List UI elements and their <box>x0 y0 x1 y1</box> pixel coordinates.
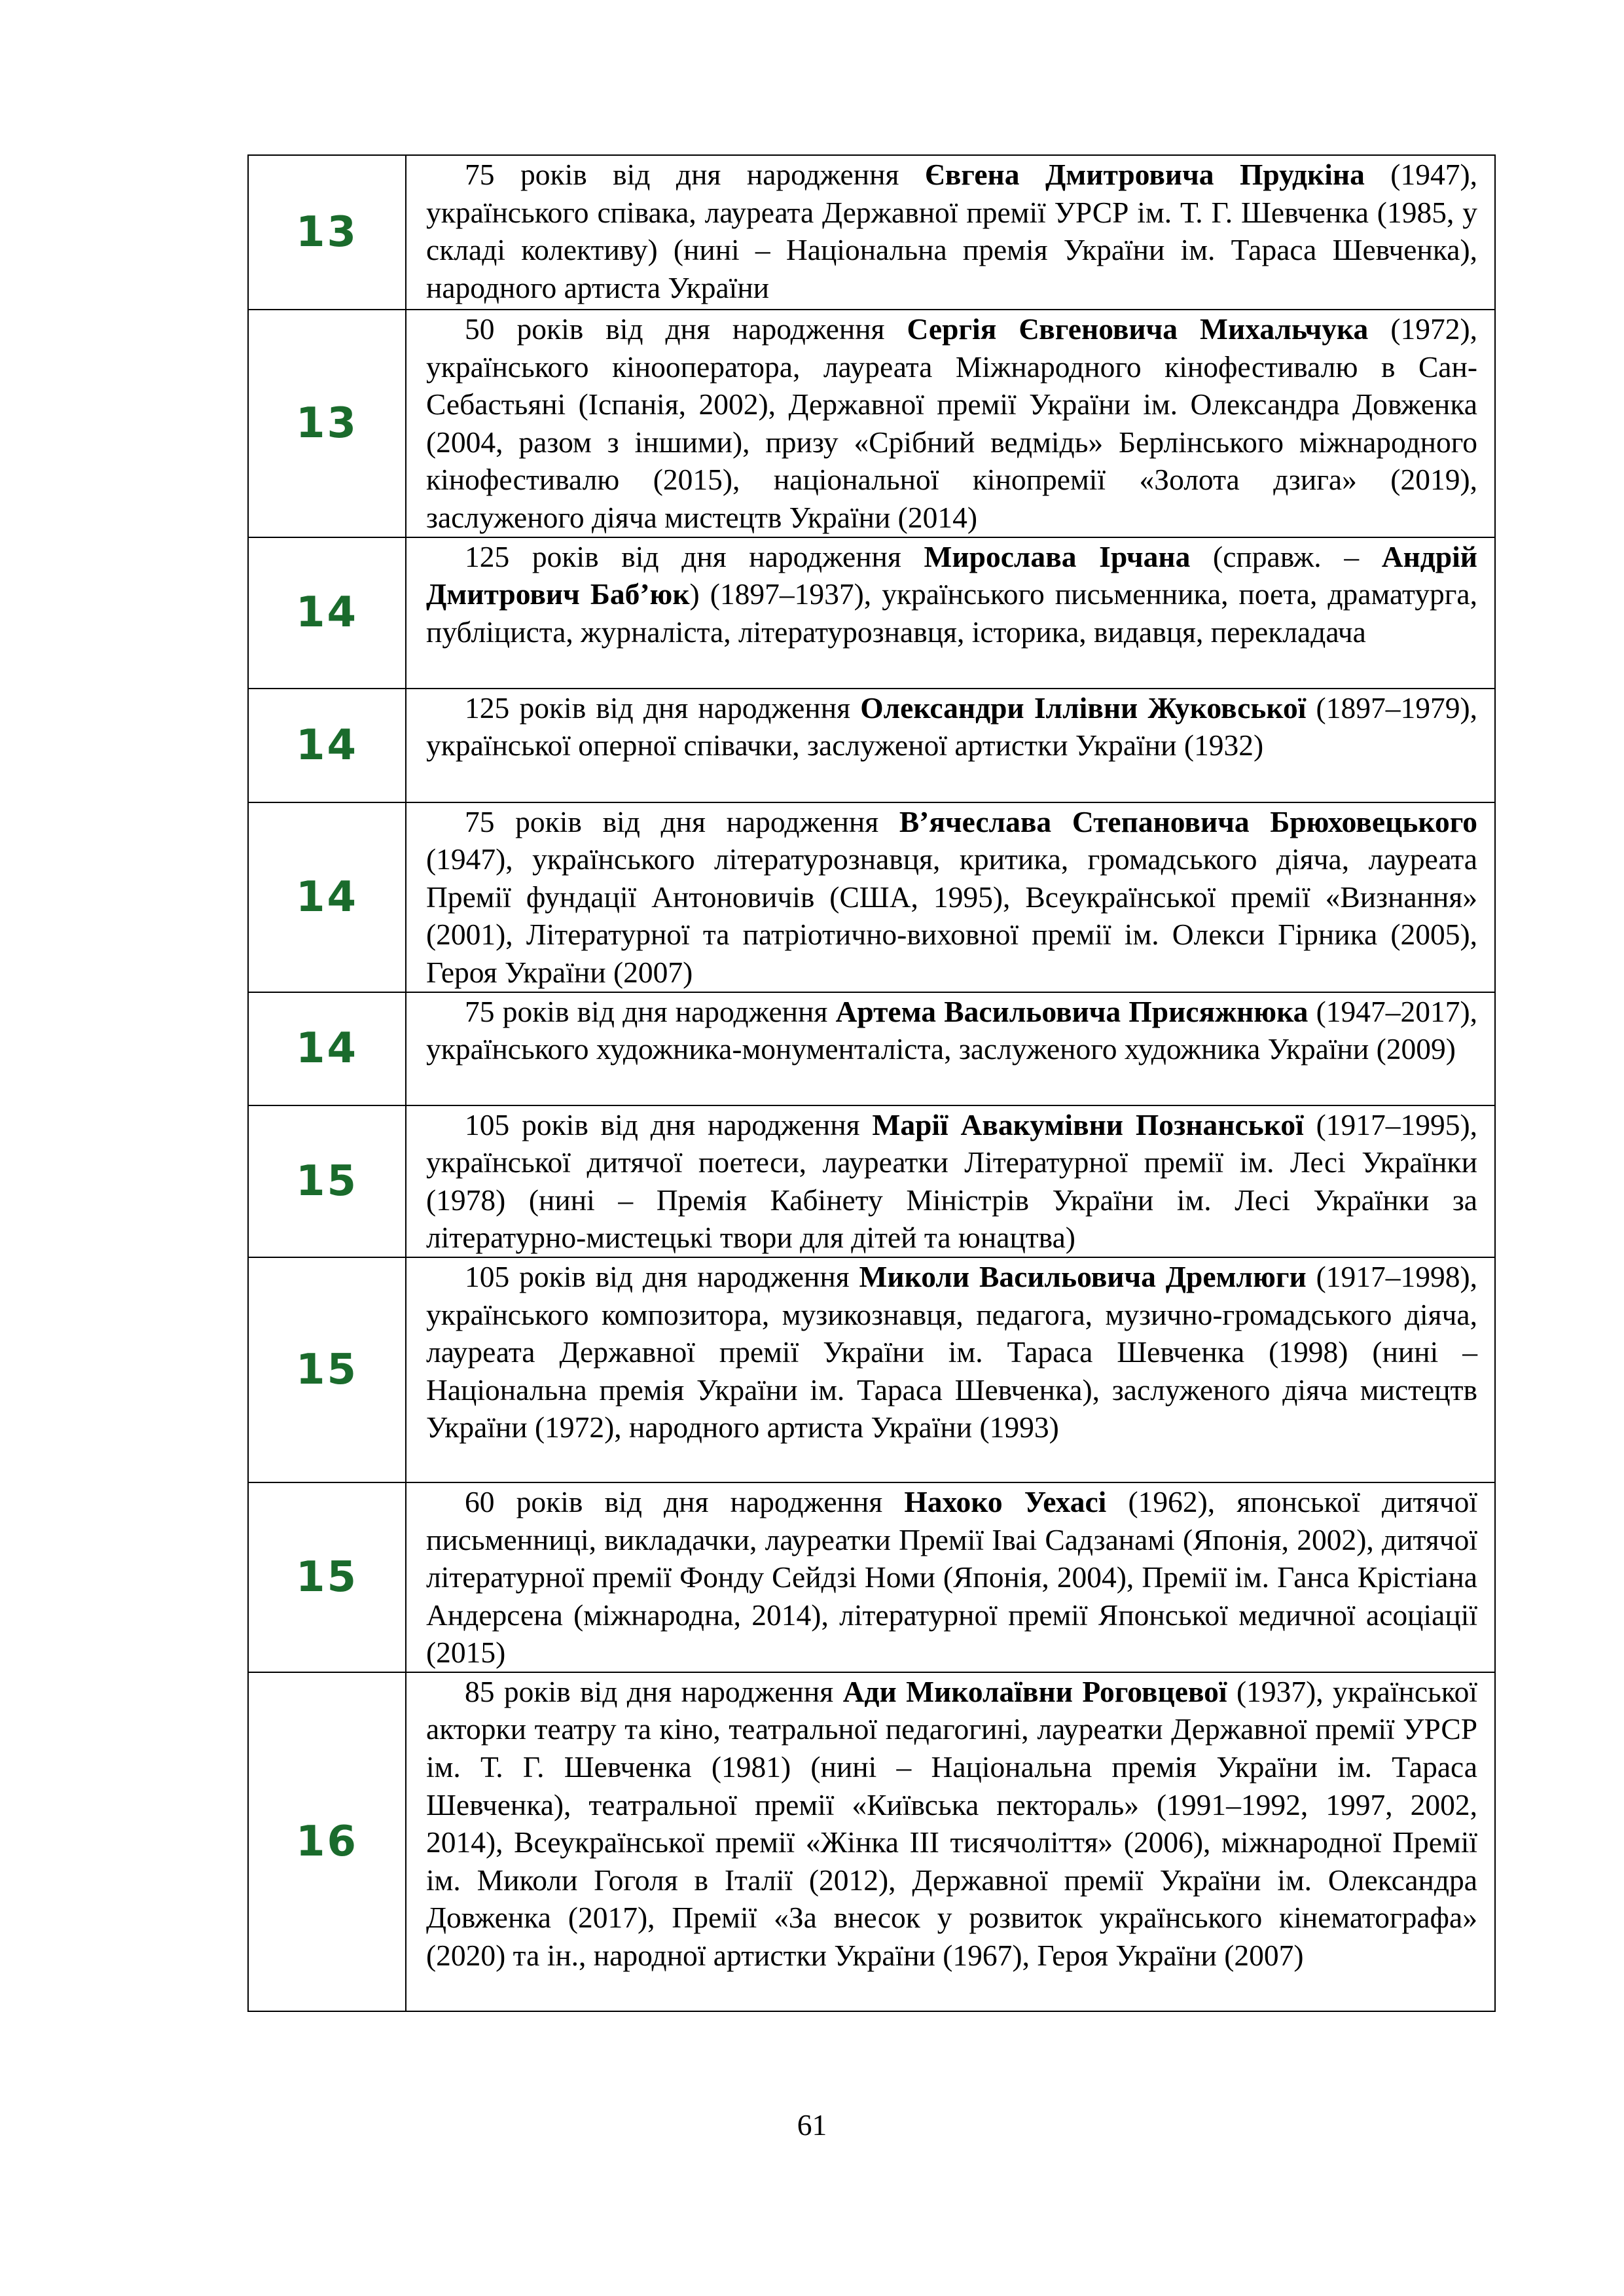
entry-text: 50 років від дня народження Сергія Євгеновича Михальчука (1972), українського кінооператора, лауреата Міжнародного кінофестивалю в Сан-Себастьяні (Іспанія, 2002), Державної премії України ім. Олександра Довженка (2004, разом з іншими), призу «Срібний ведмідь» Берлінського міжнародного кінофестивалю (2015), національної кінопремії «Золота дзига» (2019), заслуженого діяча мистецтв України (2014) <box>426 312 1477 534</box>
entry-cell <box>406 1482 1495 1672</box>
person-name: В’ячеслава Степановича Брюховецького <box>899 804 1477 838</box>
entry-cell <box>406 802 1495 992</box>
day-number: 13 <box>248 155 406 310</box>
entry-cell <box>406 310 1495 537</box>
entry-cell <box>406 689 1495 802</box>
table-row <box>248 992 1495 1105</box>
person-name: Олександри Іллівни Жуковської <box>860 691 1307 725</box>
table-row <box>248 1672 1495 2011</box>
table-row <box>248 537 1495 689</box>
entry-text: 75 років від дня народження Євгена Дмитровича Прудкіна (1947), українського співака, лауреата Державної премії УРСР ім. Т. Г. Шевченка (1985, у складі колективу) (нині – Національна премія України ім. Тараса Шевченка), народного артиста України <box>426 158 1477 304</box>
person-name: Миколи Васильовича Дремлюги <box>859 1259 1307 1293</box>
anniversary-table <box>247 154 1496 2012</box>
day-number: 13 <box>248 310 406 537</box>
day-number: 15 <box>248 1257 406 1482</box>
entry-text: 75 років від дня народження Артема Васильовича Присяжнюка (1947–2017), українського художника-монументаліста, заслуженого художника України (2009) <box>426 994 1477 1066</box>
day-number: 15 <box>248 1105 406 1257</box>
entry-text: 125 років від дня народження Олександри Іллівни Жуковської (1897–1979), української оперної співачки, заслуженої артистки України (1932) <box>426 691 1477 762</box>
person-name: Ади Миколаївни Роговцевої <box>842 1674 1227 1708</box>
day-number: 14 <box>248 537 406 689</box>
entry-cell <box>406 1257 1495 1482</box>
entry-text: 125 років від дня народження Мирослава Ірчана (справж. – Андрій Дмитрович Баб’юк) (1897–1937), українського письменника, поета, драматурга, публіциста, журналіста, літературознавця, історика, видавця, перекладача <box>426 539 1477 649</box>
person-name: Мирослава Ірчана <box>924 539 1191 573</box>
table-row <box>248 802 1495 992</box>
entry-cell <box>406 992 1495 1105</box>
person-name: Нахоко Уехасі <box>904 1484 1107 1518</box>
table-row <box>248 1482 1495 1672</box>
day-number: 14 <box>248 802 406 992</box>
entry-cell <box>406 155 1495 310</box>
person-name: Євгена Дмитровича Прудкіна <box>924 158 1365 191</box>
entry-text: 75 років від дня народження В’ячеслава Степановича Брюховецького (1947), українського літературознавця, критика, громадського діяча, лауреата Премії фундації Антоновичів (США, 1995), Всеукраїнської премії «Визнання» (2001), Літературної та патріотично-виховної премії ім. Олекси Гірника (2005), Героя України (2007) <box>426 804 1477 989</box>
table-row <box>248 689 1495 802</box>
person-name: Артема Васильовича Присяжнюка <box>835 994 1308 1028</box>
person-name: Марії Авакумівни Познанської <box>872 1107 1304 1141</box>
entry-text: 105 років від дня народження Миколи Васильовича Дремлюги (1917–1998), українського композитора, музикознавця, педагога, музично-громадського діяча, лауреата Державної премії України ім. Тараса Шевченка (1998) (нині – Національна премія України ім. Тараса Шевченка), заслуженого діяча мистецтв України (1972), народного артиста України (1993) <box>426 1259 1477 1444</box>
real-name: Андрій Дмитрович Баб’юк <box>426 539 1477 611</box>
day-number: 14 <box>248 992 406 1105</box>
entry-text: 60 років від дня народження Нахоко Уехасі (1962), японської дитячої письменниці, викладачки, лауреатки Премії Іваі Садзанамі (Японія, 2002), дитячої літературної премії Фонду Сейдзі Номи (Японія, 2004), Премії ім. Ганса Крістіана Андерсена (міжнародна, 2014), літературної премії Японської медичної асоціації (2015) <box>426 1484 1477 1670</box>
table-row <box>248 155 1495 310</box>
page-number: 61 <box>797 2108 827 2142</box>
entry-cell <box>406 1672 1495 2011</box>
day-number: 15 <box>248 1482 406 1672</box>
table-row <box>248 1257 1495 1482</box>
day-number: 16 <box>248 1672 406 2011</box>
entry-text: 85 років від дня народження Ади Миколаївни Роговцевої (1937), української акторки театру та кіно, театральної педагогині, лауреатки Державної премії УРСР ім. Т. Г. Шевченка (1981) (нині – Національна премія України ім. Тараса Шевченка), театральної премії «Київська пектораль» (1991–1992, 1997, 2002, 2014), Всеукраїнської премії «Жінка ІІІ тисячоліття» (2006), міжнародної Премії ім. Миколи Гоголя в Італії (2012), Державної премії України ім. Олександра Довженка (2017), Премії «За внесок у розвиток українського кінематографа» (2020) та ін., народної артистки України (1967), Героя України (2007) <box>426 1674 1477 1973</box>
person-name: Сергія Євгеновича Михальчука <box>907 312 1369 346</box>
day-number: 14 <box>248 689 406 802</box>
entry-cell <box>406 537 1495 689</box>
table-row <box>248 1105 1495 1257</box>
entry-text: 105 років від дня народження Марії Авакумівни Познанської (1917–1995), української дитячої поетеси, лауреатки Літературної премії ім. Лесі Українки (1978) (нині – Премія Кабінету Міністрів України ім. Лесі Українки за літературно-мистецькі твори для дітей та юнацтва) <box>426 1107 1477 1255</box>
table-row <box>248 310 1495 537</box>
entry-cell <box>406 1105 1495 1257</box>
